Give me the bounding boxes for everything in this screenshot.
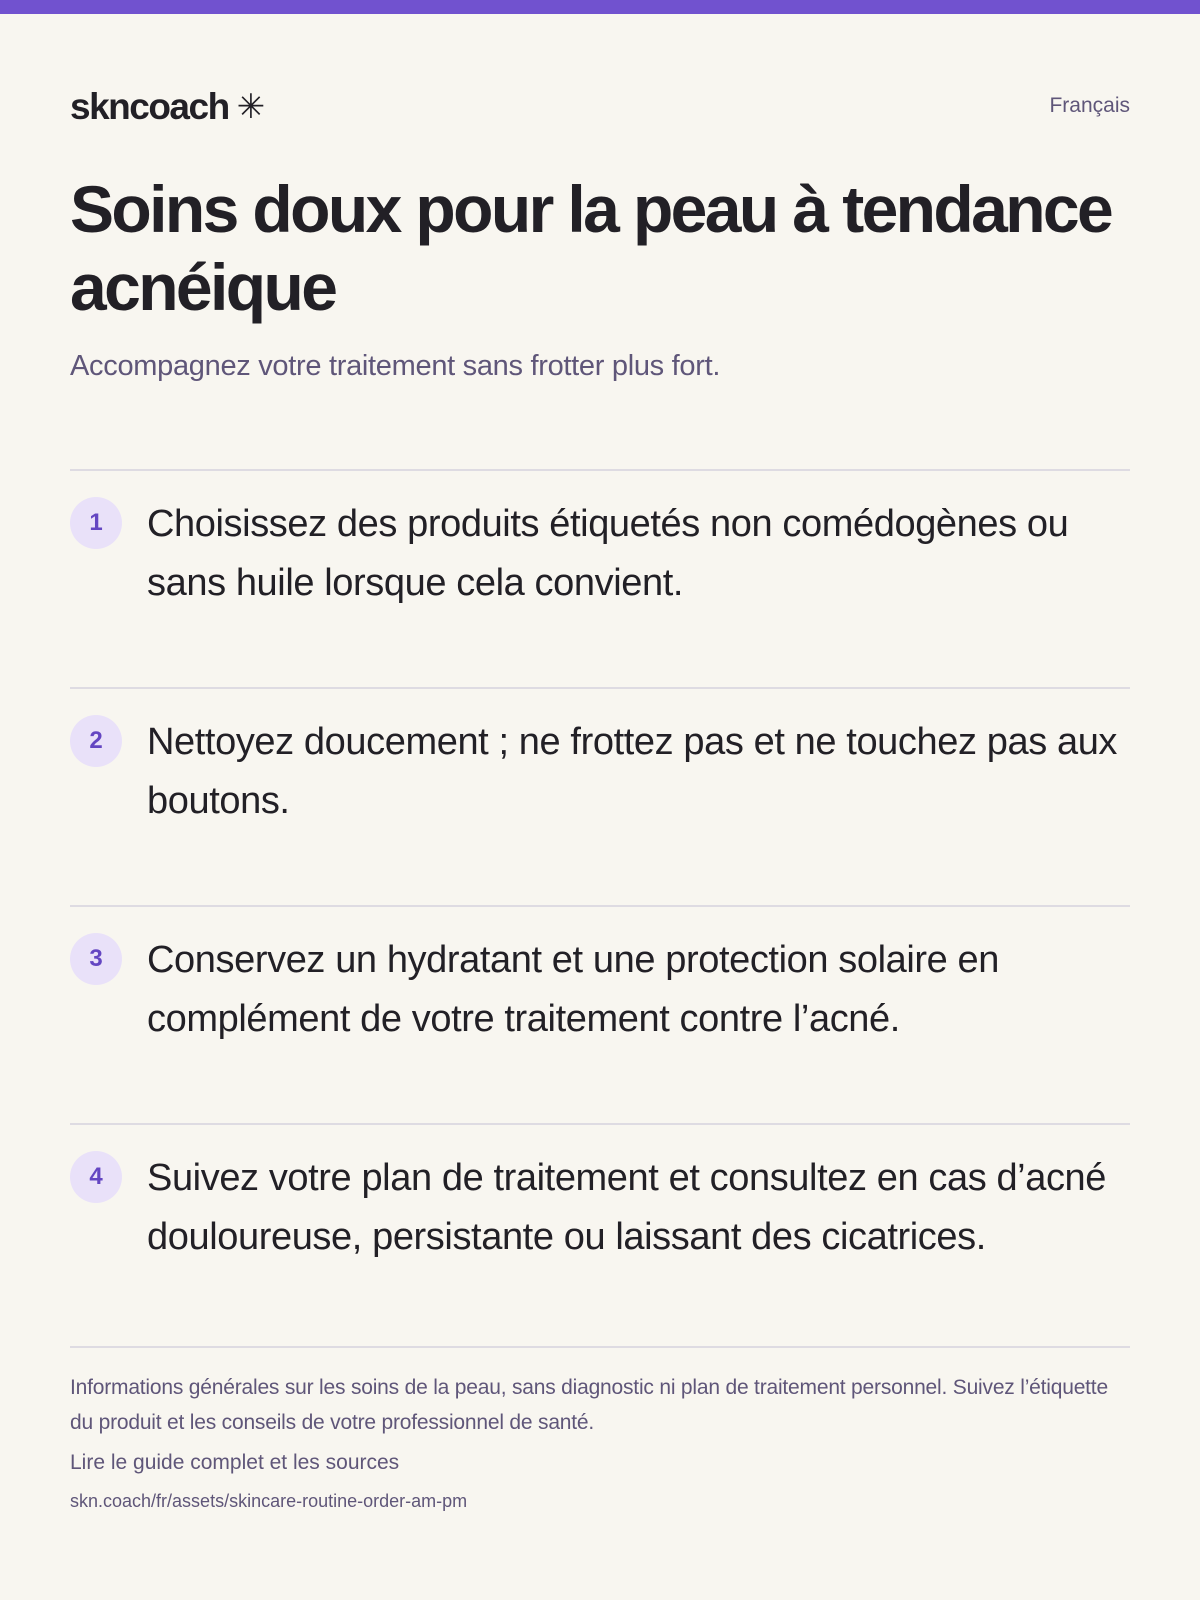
full-guide-link[interactable]: Lire le guide complet et les sources — [70, 1451, 400, 1474]
step-number-badge: 2 — [70, 715, 122, 767]
language-selector[interactable]: Français — [1049, 94, 1130, 117]
brand-name: skncoach — [70, 86, 229, 127]
accent-top-bar — [0, 0, 1200, 14]
list-item — [70, 687, 1130, 905]
step-number-badge: 1 — [70, 497, 122, 549]
steps-list — [70, 469, 1130, 1341]
page-subtitle: Accompagnez votre traitement sans frotter plus fort. — [70, 350, 721, 382]
page-title: Soins doux pour la peau à tendance acnéique — [70, 172, 1112, 324]
list-item — [70, 1123, 1130, 1341]
disclaimer-text: Informations générales sur les soins de la peau, sans diagnostic ni plan de traitement personnel. Suivez l’étiquette du produit et les conseils de votre professionnel de santé. — [70, 1376, 1108, 1434]
source-url: skn.coach/fr/assets/skincare-routine-order-am-pm — [70, 1491, 468, 1511]
list-item — [70, 905, 1130, 1123]
brand-logo[interactable] — [70, 86, 265, 128]
step-number-badge: 4 — [70, 1151, 122, 1203]
step-number-badge: 3 — [70, 933, 122, 985]
step-text: Nettoyez doucement ; ne frottez pas et ne touchez pas aux boutons. — [147, 721, 1118, 822]
header — [70, 84, 1130, 134]
step-text: Conservez un hydratant et une protection solaire en complément de votre traitement contre l’acné. — [147, 939, 1000, 1040]
asterisk-icon: ✳ — [236, 87, 266, 127]
footer — [70, 1346, 1130, 1512]
step-text: Choisissez des produits étiquetés non comédogènes ou sans huile lorsque cela convient. — [147, 503, 1069, 604]
list-item — [70, 469, 1130, 687]
step-text: Suivez votre plan de traitement et consultez en cas d’acné douloureuse, persistante ou laissant des cicatrices. — [147, 1157, 1107, 1258]
